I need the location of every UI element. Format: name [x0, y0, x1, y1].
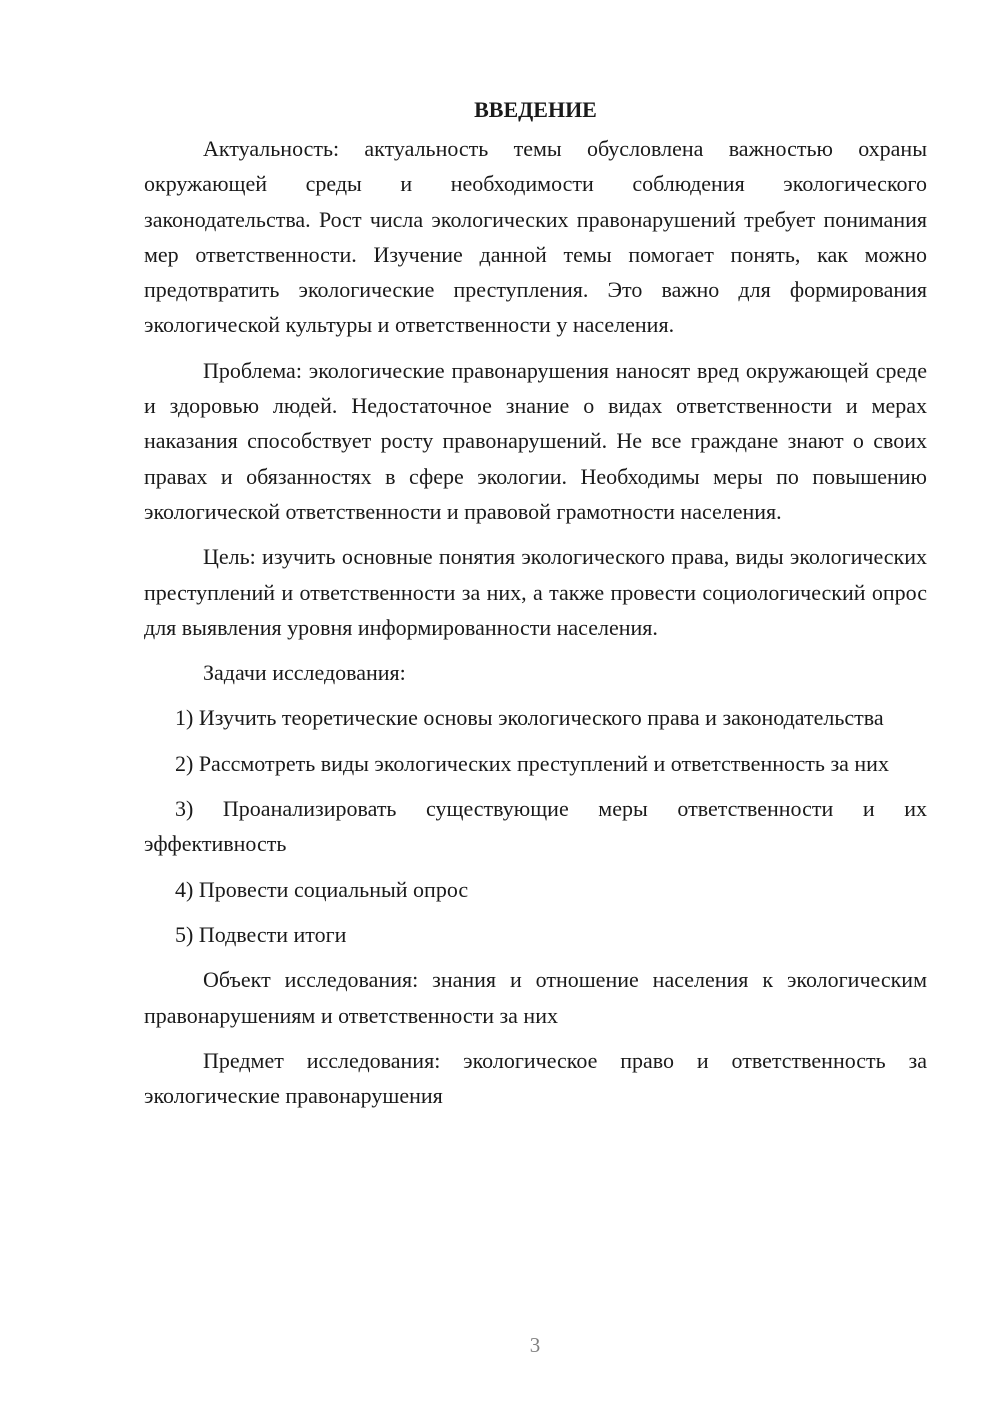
page-title: ВВЕДЕНИЕ	[474, 97, 597, 122]
paragraph-goal: Цель: изучить основные понятия экологического права, виды экологических преступлений и ответственности за них, а также провести социологический опрос для выявления уровня информированности населения.	[144, 544, 927, 640]
paragraph-object: Объект исследования: знания и отношение населения к экологическим правонарушениям и ответственности за них	[144, 967, 927, 1028]
task-item-3: 3) Проанализировать существующие меры ответственности и их эффективность	[144, 796, 927, 857]
task-item-5: 5) Подвести итоги	[175, 921, 347, 947]
paragraph-problem: Проблема: экологические правонарушения наносят вред окружающей среде и здоровью людей. Недостаточное знание о видах ответственности и мерах наказания способствует росту правонарушений. Не все граждане знают о своих правах и обязанностях в сфере экологии. Необходимы меры по повышению экологической ответственности и правовой грамотности населения.	[144, 357, 927, 524]
page-number: 3	[529, 1333, 541, 1357]
paragraph-relevance: Актуальность: актуальность темы обусловлена важностью охраны окружающей среды и необходимости соблюдения экологического законодательства. Рост числа экологических правонарушений требует понимания мер ответственности. Изучение данной темы помогает понять, как можно предотвратить экологические преступления. Это важно для формирования экологической культуры и ответственности у населения.	[144, 136, 927, 338]
document-page	[144, 92, 927, 1123]
paragraph-subject: Предмет исследования: экологическое право и ответственность за экологические правонарушения	[144, 1047, 927, 1109]
tasks-heading: Задачи исследования:	[203, 660, 406, 686]
task-item-4: 4) Провести социальный опрос	[175, 876, 469, 902]
task-item-2: 2) Рассмотреть виды экологических преступлений и ответственность за них	[175, 750, 889, 776]
task-item-1: 1) Изучить теоретические основы экологического права и законодательства	[175, 705, 884, 731]
